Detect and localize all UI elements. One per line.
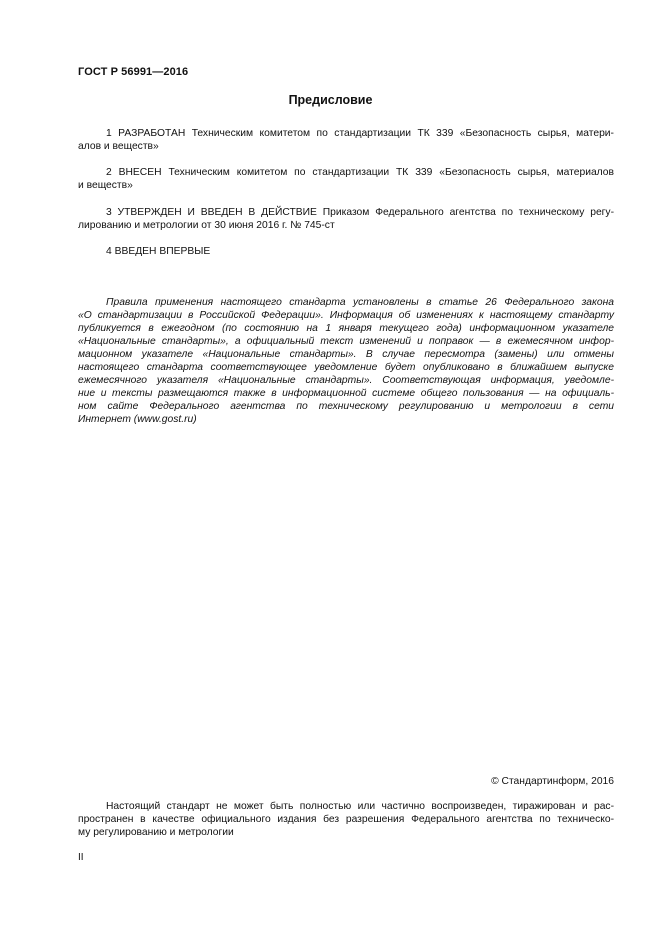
notice-paragraph [78, 296, 614, 426]
notice-line: ние и тексты размещаются также в информационной системе общего пользования — на официаль- [78, 388, 614, 399]
item-3-line-1: 3 УТВЕРЖДЕН И ВВЕДЕН В ДЕЙСТВИЕ Приказом Федерального агентства по техническому регу- [106, 207, 614, 218]
notice-line: Интернет (www.gost.ru) [78, 414, 197, 425]
notice-line: ном сайте Федерального агентства по техническому регулированию и метрологии в сети [78, 401, 614, 412]
item-2 [78, 166, 614, 192]
notice-line: ежемесячного указателя «Национальные стандарты». Соответствующая информация, уведомле- [78, 375, 614, 386]
notice-line: Правила применения настоящего стандарта установлены в статье 26 Федерального закона [106, 297, 614, 308]
item-1 [78, 127, 614, 153]
notice-line: «О стандартизации в Российской Федерации». Информация об изменениях к настоящему стандарту [78, 310, 614, 321]
reproduction-line: му регулированию и метрологии [78, 827, 234, 838]
document-id: ГОСТ Р 56991—2016 [78, 66, 189, 78]
item-1-line-1: 1 РАЗРАБОТАН Техническим комитетом по стандартизации ТК 339 «Безопасность сырья, матери- [106, 128, 614, 139]
page-title: Предисловие [288, 93, 373, 107]
item-3-line-2: лированию и метрологии от 30 июня 2016 г. № 745-ст [78, 220, 335, 231]
notice-line: публикуется в ежегодном (по состоянию на 1 января текущего года) информационном указателе [78, 323, 614, 334]
page-number: II [78, 852, 84, 863]
copyright-notice: © Стандартинформ, 2016 [491, 776, 614, 787]
notice-line: настоящего стандарта соответствующее уведомление будет опубликовано в ближайшем выпуске [78, 362, 614, 373]
item-3 [78, 206, 614, 232]
reproduction-notice [78, 800, 614, 839]
item-4 [78, 245, 614, 258]
notice-line: мационном указателе «Национальные стандарты». В случае пересмотра (замены) или отмены [78, 349, 614, 360]
reproduction-line: пространен в качестве официального издания без разрешения Федерального агентства по техническо- [78, 814, 614, 825]
item-1-line-2: алов и веществ» [78, 141, 159, 152]
reproduction-line: Настоящий стандарт не может быть полностью или частично воспроизведен, тиражирован и рас- [106, 801, 614, 812]
item-2-line-1: 2 ВНЕСЕН Техническим комитетом по стандартизации ТК 339 «Безопасность сырья, материалов [106, 167, 614, 178]
item-4-line-1: 4 ВВЕДЕН ВПЕРВЫЕ [106, 246, 211, 257]
item-2-line-2: и веществ» [78, 180, 133, 191]
notice-line: «Национальные стандарты», а официальный текст изменений и поправок — в ежемесячном инфор- [78, 336, 614, 347]
